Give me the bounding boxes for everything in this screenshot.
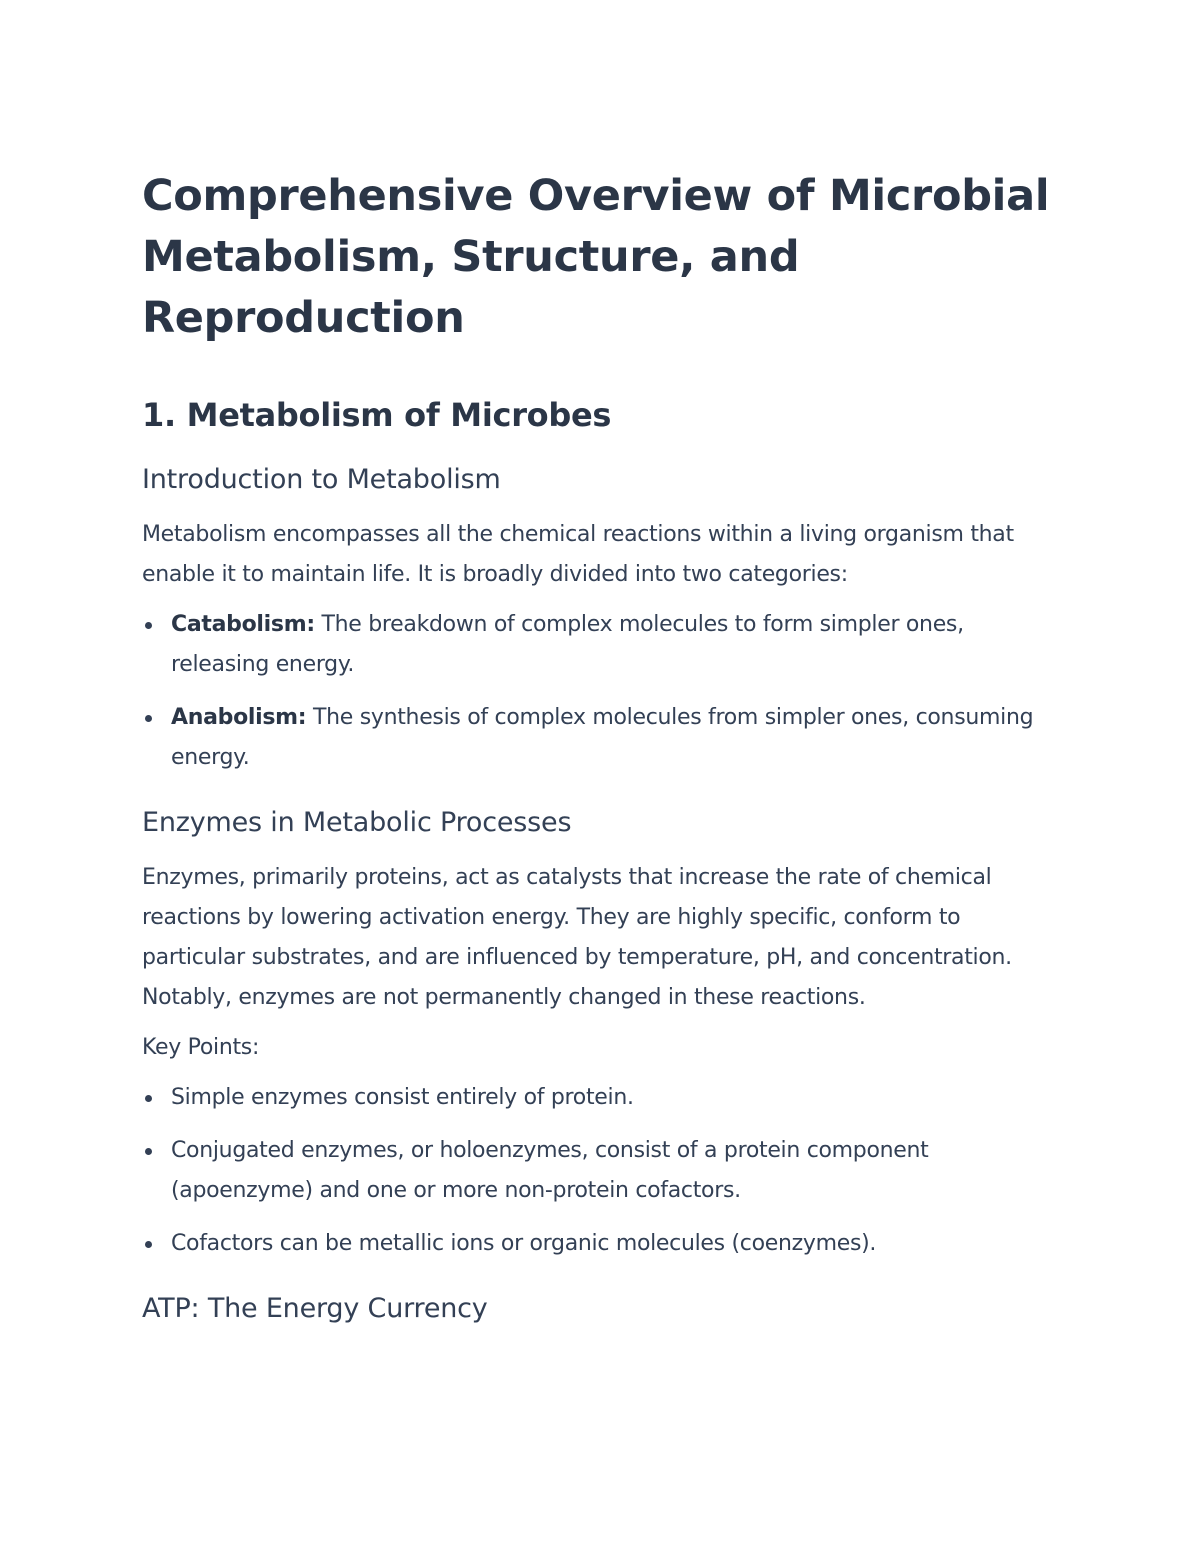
term-anabolism: Anabolism: [171,705,307,730]
enzymes-paragraph: Enzymes, primarily proteins, act as catalysts that increase the rate of chemical reactions by lowering activation energy. They are highly specific, conform to particular substrates, and are influenced by temperature, pH, and concentration. Notably, enzymes are not permanently changed in these reactions. [142,865,1012,1010]
bullet-icon [145,1095,152,1102]
metabolism-categories-list [142,605,1062,778]
list-item [142,1131,1062,1211]
key-point-text: Simple enzymes consist entirely of protein. [171,1085,634,1110]
intro-paragraph: Metabolism encompasses all the chemical reactions within a living organism that enable it to maintain life. It is broadly divided into two categories: [142,522,1014,587]
key-point-text: Conjugated enzymes, or holoenzymes, consist of a protein component (apoenzyme) and one or more non-protein cofactors. [171,1138,929,1203]
subheading-enzymes: Enzymes in Metabolic Processes [142,807,572,838]
document-page [142,166,1062,1330]
bullet-icon [145,1241,152,1248]
section-heading-metabolism: 1. Metabolism of Microbes [142,396,612,434]
enzyme-key-points-list [142,1078,1062,1264]
list-item [142,1224,1062,1264]
list-item [142,605,1062,685]
bullet-icon [145,1148,152,1155]
definition-anabolism: The synthesis of complex molecules from simpler ones, consuming energy. [171,705,1034,770]
definition-catabolism: The breakdown of complex molecules to form simpler ones, releasing energy. [171,612,964,677]
document-title: Comprehensive Overview of Microbial Metabolism, Structure, and Reproduction [142,171,1050,343]
bullet-icon [145,622,152,629]
list-item [142,698,1062,778]
term-catabolism: Catabolism: [171,612,315,637]
bullet-icon [145,715,152,722]
key-point-text: Cofactors can be metallic ions or organic molecules (coenzymes). [171,1231,877,1256]
subheading-introduction: Introduction to Metabolism [142,464,501,495]
list-item [142,1078,1062,1118]
subheading-atp: ATP: The Energy Currency [142,1293,488,1324]
key-points-label: Key Points: [142,1035,260,1060]
